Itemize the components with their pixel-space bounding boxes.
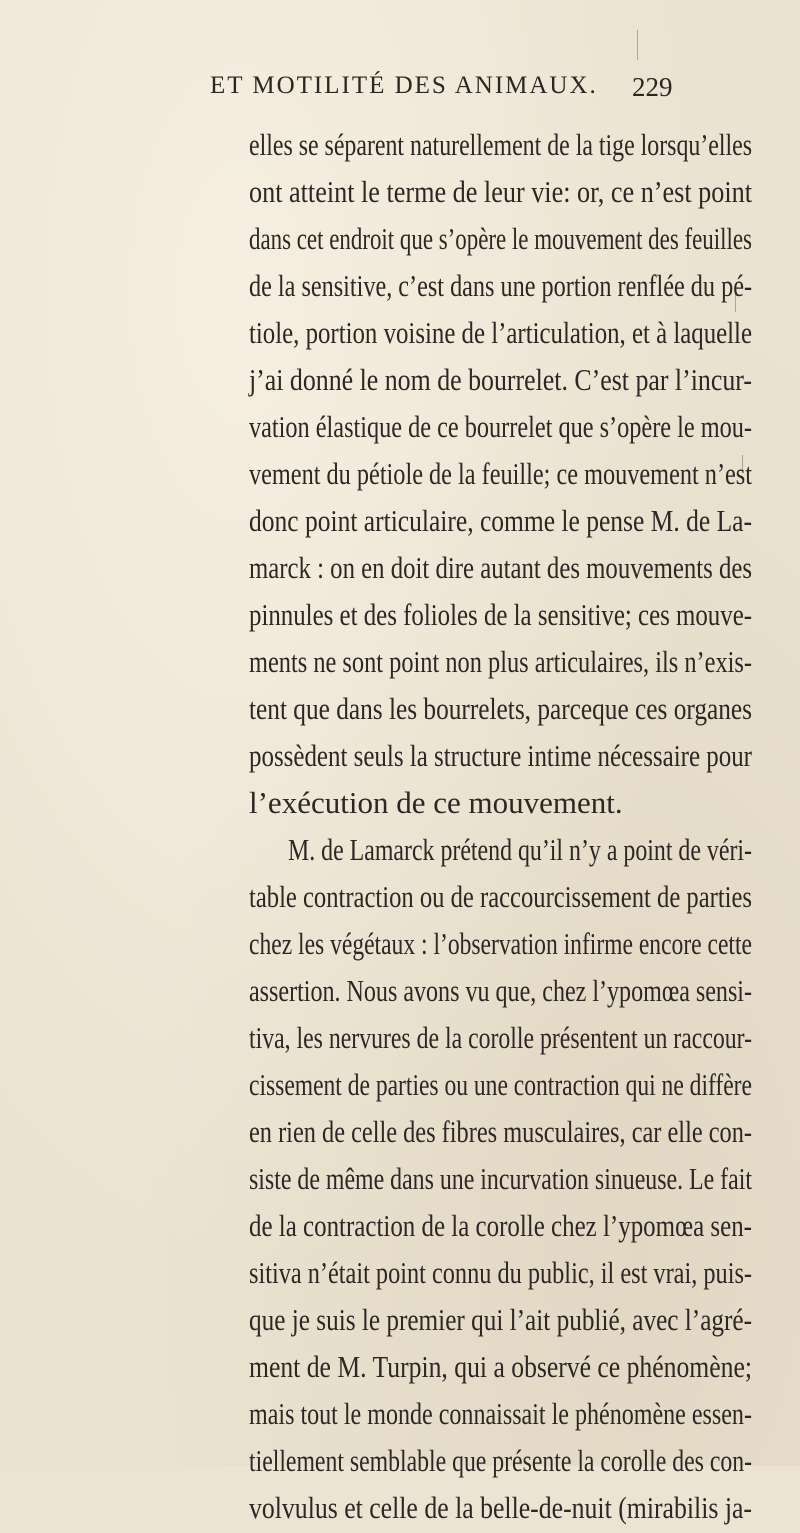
text-line: cissement de parties ou une contraction qui ne diffère [249,1067,752,1102]
text-line: marck : on en doit dire autant des mouvements des [249,550,753,585]
text-line: de la sensitive, c’est dans une portion renflée du pé- [249,268,753,303]
text-line: vement du pétiole de la feuille; ce mouvement n’est [249,456,753,491]
text-line: elles se séparent naturellement de la tige lorsqu’elles [249,127,753,162]
text-line: tent que dans les bourrelets, parceque ces organes [249,691,753,726]
text-line: ments ne sont point non plus articulaires, ils n’exis- [249,644,753,679]
text-line: mais tout le monde connaissait le phénomène essen- [249,1396,752,1431]
page-header [0,72,800,112]
scan-mark [637,30,638,60]
text-line: j’ai donné le nom de bourrelet. C’est par l’incur- [249,362,752,397]
text-line: tiva, les nervures de la corolle présentent un raccour- [249,1020,752,1055]
text-line: possèdent seuls la structure intime nécessaire pour [249,738,752,773]
running-title: ET MOTILITÉ DES ANIMAUX. [210,72,598,99]
text-line: sitiva n’était point connu du public, il est vrai, puis- [249,1255,753,1290]
text-line: tiellement semblable que présente la corolle des con- [249,1443,753,1478]
text-line: donc point articulaire, comme le pense M. de La- [249,503,752,538]
page-number: 229 [632,72,673,102]
text-line: table contraction ou de raccourcissement de parties [249,879,753,914]
text-line: volvulus et celle de la belle-de-nuit (mirabilis ja- [249,1490,753,1525]
text-line: siste de même dans une incurvation sinueuse. Le fait [249,1161,752,1196]
text-line: de la contraction de la corolle chez l’ypomœa sen- [249,1208,752,1243]
text-line: que je suis le premier qui l’ait publié, avec l’agré- [249,1302,753,1337]
text-line: l’exécution de ce mouvement. [249,785,623,820]
text-line: ont atteint le terme de leur vie: or, ce n’est point [249,174,753,209]
text-line: assertion. Nous avons vu que, chez l’ypomœa sensi- [249,973,753,1008]
text-line: pinnules et des folioles de la sensitive; ces mouve- [249,597,753,632]
text-line: tiole, portion voisine de l’articulation, et à laquelle [249,315,752,350]
paragraph-start-line: M. de Lamarck prétend qu’il n’y a point de véri- [288,832,752,867]
text-line: vation élastique de ce bourrelet que s’opère le mou- [249,409,752,444]
text-line: chez les végétaux : l’observation infirme encore cette [249,926,752,961]
text-line: en rien de celle des fibres musculaires, car elle con- [249,1114,753,1149]
text-line: dans cet endroit que s’opère le mouvement des feuilles [249,221,752,256]
text-line: ment de M. Turpin, qui a observé ce phénomène; [249,1349,752,1384]
